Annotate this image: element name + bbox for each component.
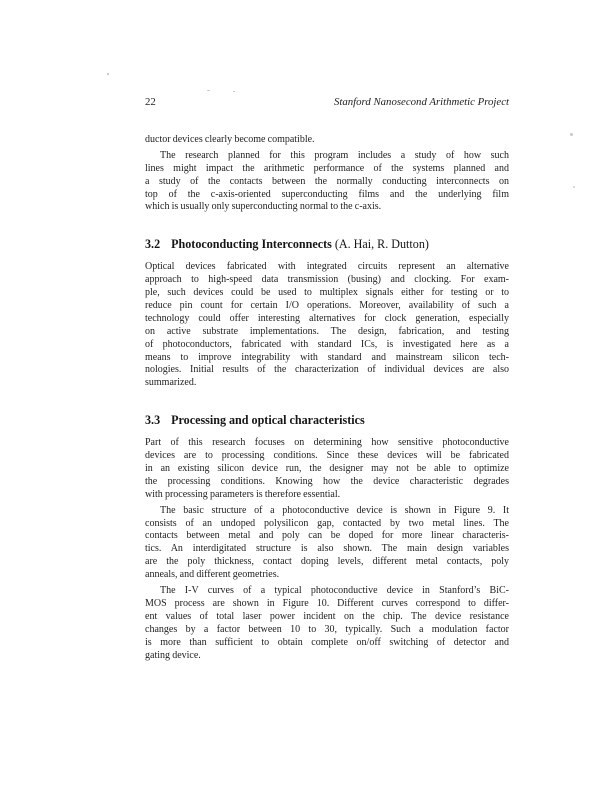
text-line: nologies. Initial results of the characterization of individual devices are also: [145, 364, 509, 376]
section-title: Processing and optical characteristics: [171, 413, 365, 428]
text-line: technology could offer interesting alternatives for clock generation, especially: [145, 312, 509, 324]
text-line: of photoconductors, fabricated with standard ICs, is investigated here as a: [145, 338, 509, 350]
scan-speck: [570, 133, 573, 136]
text-line: on active substrate implementations. The design, fabrication, and testing: [145, 325, 509, 337]
text-line: Optical devices fabricated with integrated circuits represent an alternative: [145, 261, 509, 273]
text-line: changes by a factor between 10 to 30, typically. Such a modulation factor: [145, 623, 509, 635]
text-line: with processing parameters is therefore essential.: [145, 488, 341, 500]
text-column: [145, 96, 509, 665]
text-line: in an existing silicon device run, the designer may not be able to optimize: [145, 463, 509, 475]
section-heading: [145, 413, 509, 428]
text-line: Part of this research focuses on determining how sensitive photoconductive: [145, 437, 509, 449]
page-header: [145, 96, 509, 109]
text-line: gating device.: [145, 649, 201, 661]
text-line: top of the c-axis-oriented superconducting films and the underlying film: [145, 188, 509, 200]
text-line: ple, such devices could be used to multiplex signals either for testing or to: [145, 287, 509, 299]
scan-speck: [207, 90, 210, 91]
text-line: anneals, and different geometries.: [145, 569, 280, 581]
text-line: is more than sufficient to obtain complete on/off switching of detector and: [145, 636, 509, 648]
text-line: summarized.: [145, 377, 197, 389]
page-number: 22: [145, 96, 156, 108]
section-title: Photoconducting Interconnects: [171, 237, 332, 252]
paragraph: [145, 134, 509, 147]
paragraph: [145, 437, 509, 501]
section-heading: [145, 237, 509, 252]
running-title: Stanford Nanosecond Arithmetic Project: [333, 96, 509, 108]
text-line: consists of an undoped polysilicon gap, contacted by two metal lines. The: [145, 517, 509, 529]
document-body: [145, 134, 509, 662]
text-line: contacts between metal and poly can be doped for more linear characteris-: [145, 530, 509, 542]
text-line: reduce pin count for certain I/O operations. Moreover, availability of such a: [145, 300, 509, 312]
section-number: 3.2: [145, 237, 161, 252]
text-line: approach to high-speed data transmission (busing) and clocking. For exam-: [145, 274, 509, 286]
scan-speck: [233, 91, 235, 92]
text-line: ductor devices clearly become compatible.: [145, 134, 315, 145]
paragraph: [145, 261, 509, 390]
text-line: tics. An interdigitated structure is also shown. The main design variables: [145, 543, 509, 555]
section-number: 3.3: [145, 413, 161, 428]
paragraph: [145, 585, 509, 662]
text-line: lines might impact the arithmetic performance of the systems planned and: [145, 162, 509, 174]
text-line: ent values of total laser power incident on the chip. The device resistance: [145, 610, 509, 622]
scan-speck: [107, 73, 109, 75]
paragraph: [145, 505, 509, 582]
text-line: devices are to processing conditions. Since these devices will be fabricated: [145, 450, 509, 462]
text-line: the processing conditions. Knowing how the device characteristic degrades: [145, 475, 509, 487]
text-line: The I-V curves of a typical photoconductive device in Stanford’s BiC-: [160, 585, 509, 597]
text-line: The basic structure of a photoconductive device is shown in Figure 9. It: [160, 504, 509, 516]
text-line: The research planned for this program includes a study of how such: [160, 149, 509, 161]
text-line: are the poly thickness, contact doping levels, different metal contacts, poly: [145, 556, 509, 568]
text-line: means to improve integrability with standard and mainstream silicon tech-: [145, 351, 509, 363]
text-line: MOS process are shown in Figure 10. Different curves correspond to differ-: [145, 597, 509, 609]
text-line: which is usually only superconducting normal to the c-axis.: [145, 201, 382, 213]
text-line: a study of the contacts between the normally conducting interconnects on: [145, 175, 509, 187]
section-authors: (A. Hai, R. Dutton): [331, 237, 429, 252]
paragraph: [145, 150, 509, 214]
scan-speck: [573, 186, 575, 188]
